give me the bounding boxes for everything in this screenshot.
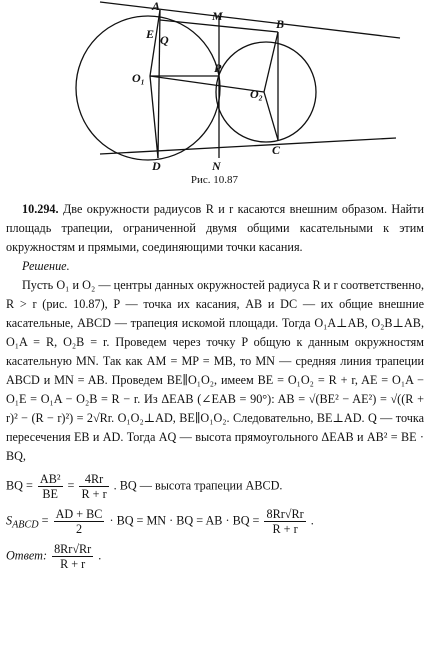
bq-eq: = <box>67 478 75 493</box>
figure-10-87 <box>0 0 429 196</box>
s-f2-den: R + r <box>272 522 298 536</box>
s-left: S <box>6 513 13 528</box>
small-circle <box>216 42 316 142</box>
answer-den: R + r <box>60 557 86 571</box>
label-P: P <box>214 61 222 75</box>
s-fraction-2 <box>264 507 305 536</box>
bq-formula <box>6 472 424 501</box>
label-B: B <box>276 17 285 31</box>
tangent-bottom <box>100 138 396 154</box>
problem-number: 10.294. <box>22 202 59 216</box>
radius-O2 <box>264 32 278 140</box>
bq-fraction-1 <box>38 472 63 501</box>
answer-fraction <box>52 542 93 571</box>
problem-body: Две окружности радиусов R и r касаются внешним образом. Найти площадь трапеции, ограниченной двумя общими касательными к этим окружностям и прямыми, соединяющими точки касания. <box>6 202 425 254</box>
answer-label: Ответ: <box>6 548 48 563</box>
s-f1-den: 2 <box>75 522 83 536</box>
bq-f2-den: R + r <box>81 487 107 501</box>
solution-paragraph: Пусть O₁ и O₂ — центры данных окружностей радиуса R и r соответственно, R > r (рис. 10.87), P — точка их касания, AB и DC — их общие внешние касательные, ABCD — трапеция искомой площади. Тогда O₁A⊥AB, O₂B⊥AB, O₁A = R, O₂B = r. Проведем через точку P общую к данным окружностям касательную MN. Так как AM = MP = MB, то MN — средняя линия трапеции ABCD и MN = AB. Проведем BE∥O₁O₂, имеем BE = O₁O₂ = R + r, AE = O₁A − O₁E = O₁A − O₂B = R − r. Из ΔEAB (∠EAB = 90°): AB = √(BE² − AE²) = √((R + r)² − (R − r)²) = 2√Rr. O₁O₂⊥AD, BE∥O₁O₂. Следовательно, BE⊥AD. Q — точка пересечения EB и AD. Тогда AQ — высота прямоугольного ΔEAB и AB² = BE · BQ, <box>6 278 424 463</box>
label-O1: O₁ <box>132 71 145 85</box>
label-Q: Q <box>160 33 169 47</box>
bq-f2-num: 4Rr <box>79 472 108 487</box>
answer-num: 8Rr√Rr <box>54 542 92 556</box>
bq-tail: . BQ — высота трапеции ABCD. <box>113 478 283 493</box>
label-N: N <box>212 159 221 173</box>
bq-fraction-2 <box>79 472 108 501</box>
bq-left: BQ = <box>6 478 33 493</box>
label-E: E <box>146 27 155 41</box>
label-D: D <box>152 159 161 173</box>
tangent-top <box>100 2 400 38</box>
s-fraction-1 <box>54 507 105 536</box>
bq-f1-den: BE <box>42 487 58 501</box>
segment-O1O2 <box>150 76 264 92</box>
label-O2: O₂ <box>250 87 263 101</box>
area-formula <box>6 507 424 536</box>
answer <box>6 542 424 571</box>
label-C: C <box>272 143 281 157</box>
s-tail: . <box>310 513 314 528</box>
label-A: A <box>152 0 161 13</box>
label-M: M <box>212 9 223 23</box>
s-f2-num: 8Rr√Rr <box>266 507 304 521</box>
figure-caption: Рис. 10.87 <box>190 174 239 186</box>
s-f1-num: AD + BC <box>55 507 103 521</box>
s-eq: = <box>41 513 49 528</box>
problem-text <box>6 200 424 577</box>
solution-heading: Решение. <box>22 259 70 273</box>
answer-tail: . <box>98 548 102 563</box>
s-mid: · BQ = MN · BQ = AB · BQ = <box>109 513 260 528</box>
s-sub: ABCD <box>12 519 39 531</box>
problem-statement <box>6 200 424 257</box>
bq-f1-num: AB² <box>39 472 61 486</box>
